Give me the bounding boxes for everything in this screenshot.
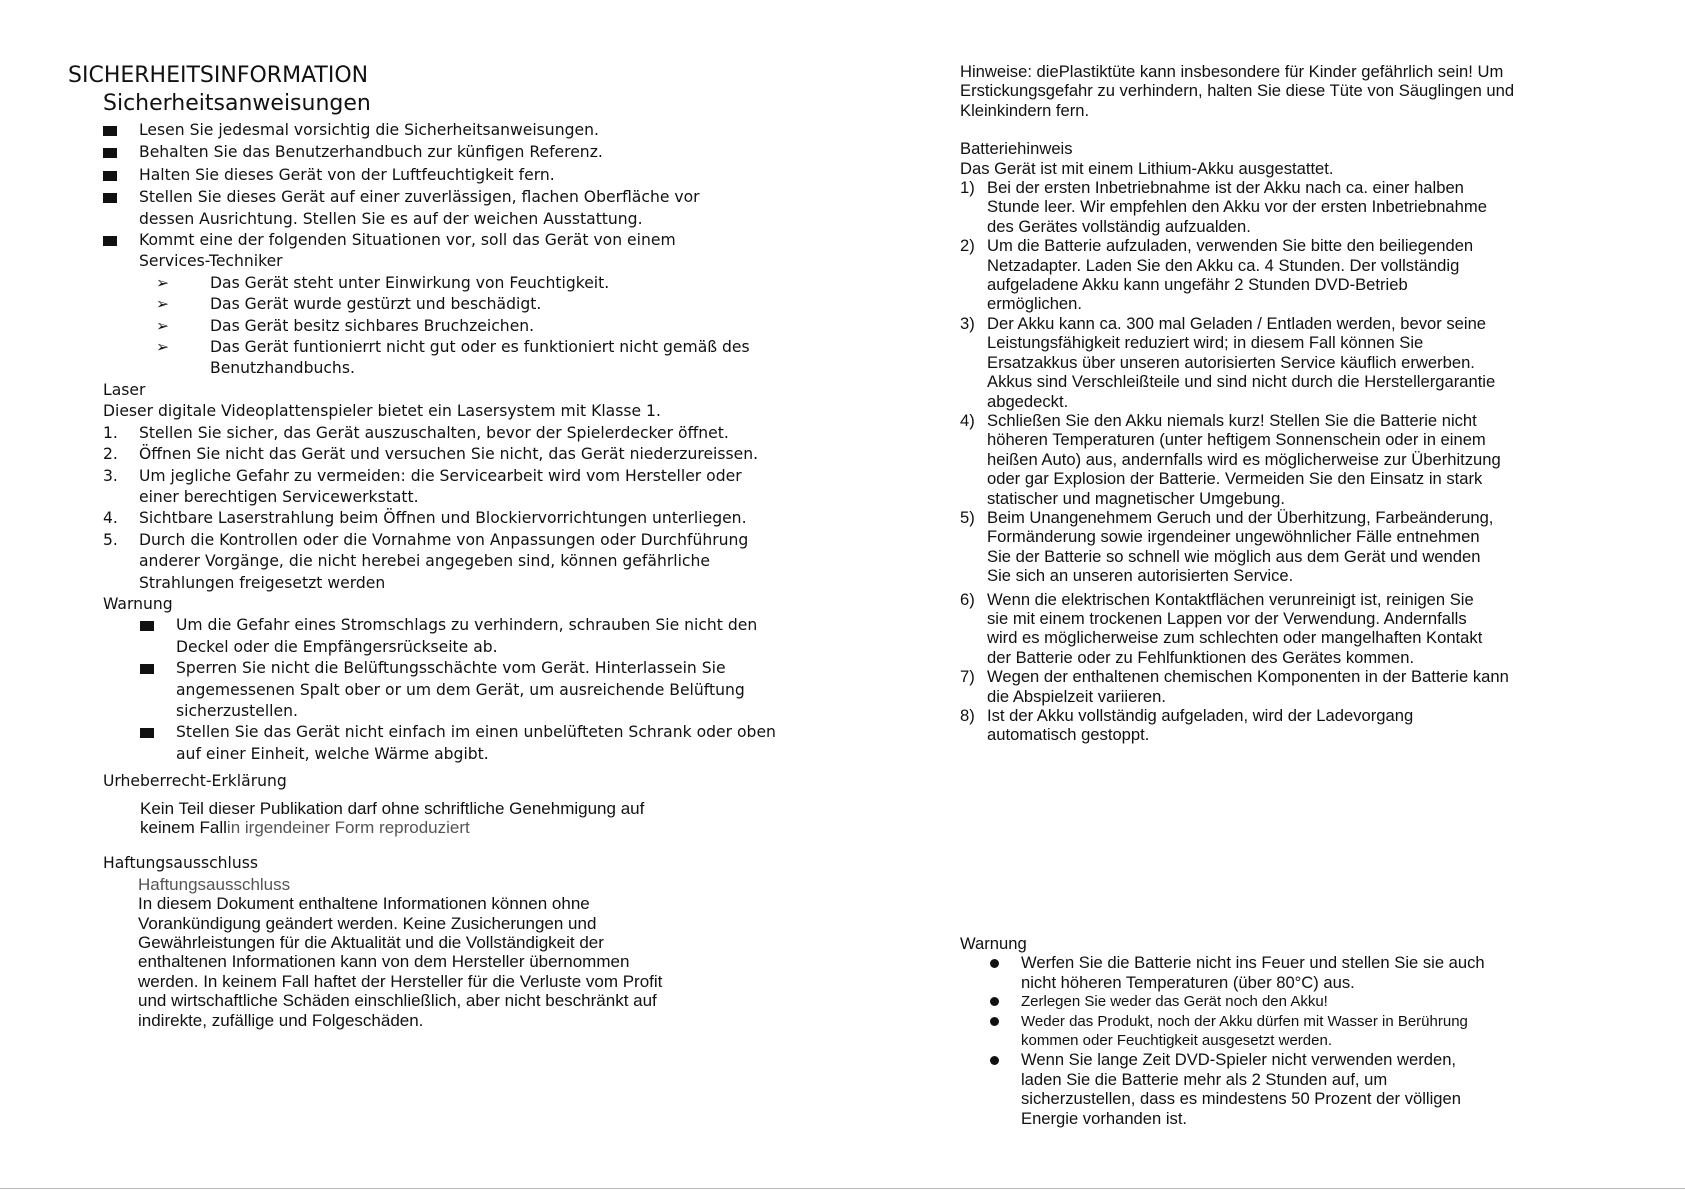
list-item: 2) Um die Batterie aufzuladen, verwenden Sie bitte den beiliegenden Netzadapter. Laden Sie den Akku ca. 4 Stunden. Der vollständig aufgeladene Akku kann ungefähr 2 Stunden DVD-Betrieb ermöglichen. <box>960 236 1474 314</box>
list-item: Stellen Sie das Gerät nicht einfach im einen unbelüfteten Schrank oder oben auf einer Einheit, welche Wärme abgibt. <box>140 722 808 765</box>
section-heading-disclaimer: Haftungsausschluss <box>103 854 259 873</box>
dot-bullet-icon <box>990 959 999 968</box>
page-divider <box>0 1188 1685 1189</box>
square-bullet-icon <box>103 236 117 246</box>
list-item: ➢ Das Gerät besitz sichbares Bruchzeichen. <box>156 316 808 337</box>
square-bullet-icon <box>103 126 117 136</box>
list-item: 7) Wegen der enthaltenen chemischen Komponenten in der Batterie kann die Abspielzeit variieren. <box>960 667 1509 706</box>
list-item: Behalten Sie das Benutzerhandbuch zur künfigen Referenz. <box>103 142 808 164</box>
arrow-bullet-icon: ➢ <box>156 295 170 314</box>
page-title: SICHERHEITSINFORMATION <box>68 63 369 88</box>
square-bullet-icon <box>140 664 154 674</box>
list-item: Halten Sie dieses Gerät von der Luftfeuchtigkeit fern. <box>103 165 808 187</box>
section-heading-copyright: Urheberrecht-Erklärung <box>103 772 287 791</box>
list-item: Wenn Sie lange Zeit DVD-Spieler nicht verwenden werden, laden Sie die Batterie mehr als 2 Stunden auf, um sicherzustellen, dass es mindestens 50 Prozent der völligen Energie vorhanden ist. <box>990 1050 1520 1128</box>
warning-section <box>960 934 1520 1128</box>
list-item: 8) Ist der Akku vollständig aufgeladen, wird der Ladevorgang automatisch gestoppt. <box>960 706 1414 745</box>
section-heading-warning: Warnung <box>960 934 1027 953</box>
list-item: 1. Stellen Sie sicher, das Gerät auszuschalten, bevor der Spielerdecker öffnet. <box>103 423 729 442</box>
battery-intro: Das Gerät ist mit einem Lithium-Akku ausgestattet. <box>960 158 1334 178</box>
disclaimer-text: In diesem Dokument enthaltene Informationen können ohne Vorankündigung geändert werden. Keine Zusicherungen und Gewährleistungen für die Aktualität und die Vollständigkeit der enthaltenen Informationen kann von dem Hersteller übernommen werden. In keinem Fall haftet der Hersteller für die Verluste vom Profit und wirtschaftliche Schäden einschließlich, aber nicht beschränkt auf indirekte, zufällige und Folgeschäden. <box>138 894 663 1030</box>
list-item: ➢ Das Gerät funtionierrt nicht gut oder es funktioniert nicht gemäß des Benutzhandbuchs. <box>156 337 808 380</box>
list-item: Werfen Sie die Batterie nicht ins Feuer und stellen Sie sie auch nicht höheren Temperaturen (über 80°C) aus. <box>990 953 1520 992</box>
square-bullet-icon <box>103 148 117 158</box>
list-item: 3) Der Akku kann ca. 300 mal Geladen / Entladen werden, bevor seine Leistungsfähigkeit reduziert wird; in diesem Fall können Sie Ersatzakkus über unseren autorisierten Service käuflich erwerben. Akkus sind Verschleißteile und sind nicht durch die Herstellergarantie abgedeckt. <box>960 313 1496 411</box>
list-item: 2. Öffnen Sie nicht das Gerät und versuchen Sie nicht, das Gerät niederzureissen. <box>103 445 759 464</box>
list-item: Stellen Sie dieses Gerät auf einer zuverlässigen, flachen Oberfläche vor dessen Ausrichtung. Stellen Sie es auf der weichen Ausstattung. <box>103 187 808 230</box>
hint-paragraph: Hinweise: diePlastiktüte kann insbesondere für Kinder gefährlich sein! Um Erstickungsgefahr zu verhindern, halten Sie diese Tüte von Säuglingen und Kleinkindern fern. <box>960 62 1515 120</box>
list-item: Um die Gefahr eines Stromschlags zu verhindern, schrauben Sie nicht den Deckel oder die Empfängersrückseite ab. <box>140 615 808 658</box>
square-bullet-icon <box>140 728 154 738</box>
laser-intro: Dieser digitale Videoplattenspieler bietet ein Lasersystem mit Klasse 1. <box>103 402 661 421</box>
list-item: Lesen Sie jedesmal vorsichtig die Sicherheitsanweisungen. <box>103 120 808 142</box>
dot-bullet-icon <box>990 997 999 1006</box>
list-item: 3. Um jegliche Gefahr zu vermeiden: die Servicearbeit wird vom Hersteller oder einer berechtigen Servicewerkstatt. <box>103 466 742 506</box>
left-column <box>68 62 808 1030</box>
list-item: 5. Durch die Kontrollen oder die Vornahme von Anpassungen oder Durchführung anderer Vorgänge, die nicht herebei angegeben sind, können gefährliche Strahlungen freigesetzt werden <box>103 530 749 592</box>
square-bullet-icon <box>140 621 154 631</box>
list-item: Sperren Sie nicht die Belüftungsschächte vom Gerät. Hinterlassein Sie angemessenen Spalt ober or um dem Gerät, um ausreichende Belüftung sicherzustellen. <box>140 658 808 722</box>
list-item: 5) Beim Unangenehmem Geruch und der Überhitzung, Farbeänderung, Formänderung sowie irgendeiner ungewöhnlicher Fälle entnehmen Sie der Batterie so schnell wie möglich aus dem Gerät und wenden Sie sich an unseren autorisierten Service. <box>960 507 1494 586</box>
arrow-bullet-icon: ➢ <box>156 273 170 292</box>
copyright-text: Kein Teil dieser Publikation darf ohne schriftliche Genehmigung auf keinem Fallin irgendeiner Form reproduziert <box>140 798 645 837</box>
list-item: 6) Wenn die elektrischen Kontaktflächen verunreinigt ist, reinigen Sie sie mit einem trockenen Lappen vor der Verwendung. Andernfalls wird es möglicherweise zum schlechten oder mangelhaften Kontakt der Batterie oder zu Fehlfunktionen des Gerätes kommen. <box>960 589 1483 667</box>
list-item: Zerlegen Sie weder das Gerät noch den Akku! <box>990 992 1520 1011</box>
section-heading-safety: Sicherheitsanweisungen <box>103 91 371 116</box>
list-item: 1) Bei der ersten Inbetriebnahme ist der Akku nach ca. einer halben Stunde leer. Wir empfehlen den Akku vor der ersten Inbetriebnahme des Gerätes vollständig aufzualden. <box>960 178 1487 236</box>
list-item: ➢ Das Gerät wurde gestürzt und beschädigt. <box>156 294 808 315</box>
square-bullet-icon <box>103 171 117 181</box>
section-heading-battery: Batteriehinweis <box>960 139 1073 159</box>
list-item: Kommt eine der folgenden Situationen vor, soll das Gerät von einem Services-Techniker <box>103 230 808 273</box>
list-item: 4. Sichtbare Laserstrahlung beim Öffnen und Blockiervorrichtungen unterliegen. <box>103 509 747 528</box>
arrow-bullet-icon: ➢ <box>156 316 170 335</box>
list-item: Weder das Produkt, noch der Akku dürfen mit Wasser in Berührung kommen oder Feuchtigkeit ausgesetzt werden. <box>990 1012 1520 1051</box>
dot-bullet-icon <box>990 1017 999 1026</box>
right-column <box>960 62 1520 1128</box>
section-heading-laser: Laser <box>103 380 146 399</box>
section-heading-warning: Warnung <box>103 594 173 613</box>
square-bullet-icon <box>103 193 117 203</box>
list-item: ➢ Das Gerät steht unter Einwirkung von Feuchtigkeit. <box>156 273 808 294</box>
dot-bullet-icon <box>990 1056 999 1065</box>
disclaimer-subheading: Haftungsausschluss <box>138 874 291 894</box>
list-item: 4) Schließen Sie den Akku niemals kurz! Stellen Sie die Batterie nicht höheren Temperaturen (unter heftigem Sonnenschein oder in einem heißen Auto) aus, andernfalls wird es möglicherweise zur Überhitzung oder gar Explosion der Batterie. Vermeiden Sie den Einsatz in stark statischer und magnetischer Umgebung. <box>960 410 1501 508</box>
arrow-bullet-icon: ➢ <box>156 338 170 357</box>
